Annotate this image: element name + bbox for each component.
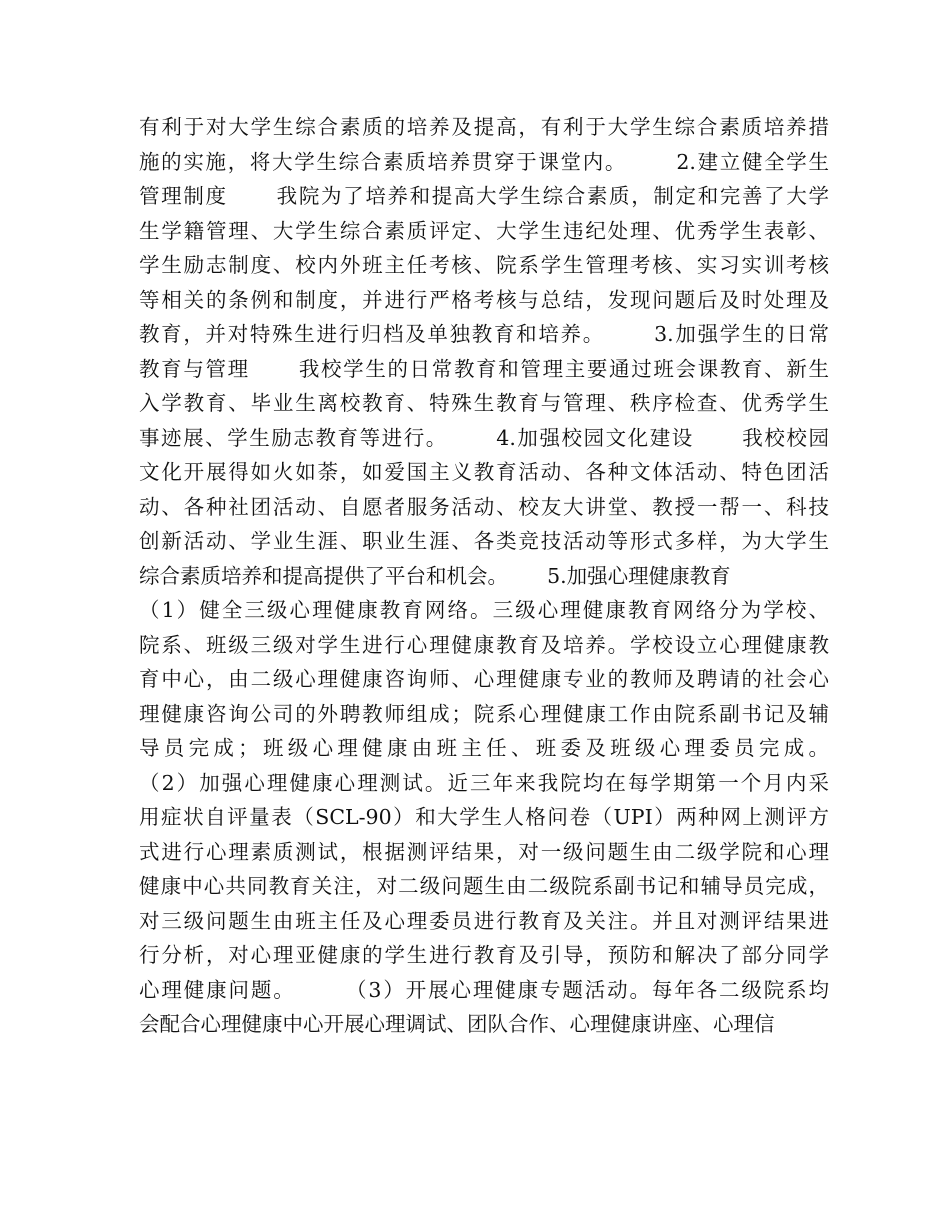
text-line: 行分析，对心理亚健康的学生进行教育及引导，预防和解决了部分同学 [139, 943, 829, 967]
text-line: 创新活动、学业生涯、职业生涯、各类竞技活动等形式多样，为大学生 [139, 529, 829, 553]
text-line: 健康中心共同教育关注，对二级问题生由二级院系副书记和辅导员完成， [139, 874, 829, 898]
text-line: 院系、班级三级对学生进行心理健康教育及培养。学校设立心理健康教 [139, 632, 829, 657]
text-line: 理健康咨询公司的外聘教师组成；院系心理健康工作由院系副书记及辅 [139, 701, 829, 726]
text-line: 对三级问题生由班主任及心理委员进行教育及关注。并且对测评结果进 [139, 908, 829, 933]
text-line: 等相关的条例和制度，并进行严格考核与总结，发现问题后及时处理及 [139, 287, 829, 312]
text-line: 导员完成；班级心理健康由班主任、班委及班级心理委员完成。 [139, 736, 829, 760]
text-line: 生学籍管理、大学生综合素质评定、大学生违纪处理、优秀学生表彰、 [139, 218, 829, 243]
text-line: （2）加强心理健康心理测试。近三年来我院均在每学期第一个月内采 [139, 770, 829, 795]
text-line: 教育与管理 我校学生的日常教育和管理主要通过班会课教育、新生 [139, 356, 829, 381]
text-line: 用症状自评量表（SCL-90）和大学生人格问卷（UPI）两种网上测评方 [139, 805, 829, 829]
text-line: 有利于对大学生综合素质的培养及提高，有利于大学生综合素质培养措 [139, 115, 829, 139]
text-line: 管理制度 我院为了培养和提高大学生综合素质，制定和完善了大学 [139, 184, 829, 208]
text-line: 动、各种社团活动、自愿者服务活动、校友大讲堂、教授一帮一、科技 [139, 494, 829, 519]
text-line: 会配合心理健康中心开展心理调试、团队合作、心理健康讲座、心理信 [139, 1012, 775, 1036]
text-line: 心理健康问题。 （3）开展心理健康专题活动。每年各二级院系均 [139, 977, 829, 1002]
text-line: 文化开展得如火如荼，如爱国主义教育活动、各种文体活动、特色团活 [139, 460, 829, 484]
text-line: 式进行心理素质测试，根据测评结果，对一级问题生由二级学院和心理 [139, 839, 829, 864]
text-line: 教育，并对特殊生进行归档及单独教育和培养。 3.加强学生的日常 [139, 322, 829, 346]
text-line: 入学教育、毕业生离校教育、特殊生教育与管理、秩序检查、优秀学生 [139, 391, 829, 415]
body-text [139, 110, 829, 1042]
text-line: 学生励志制度、校内外班主任考核、院系学生管理考核、实习实训考核 [139, 253, 829, 277]
text-line: 施的实施，将大学生综合素质培养贯穿于课堂内。 2.建立健全学生 [139, 149, 829, 174]
text-line: （1）健全三级心理健康教育网络。三级心理健康教育网络分为学校、 [139, 598, 829, 622]
text-line: 事迹展、学生励志教育等进行。 4.加强校园文化建设 我校校园 [139, 425, 829, 450]
text-line: 育中心，由二级心理健康咨询师、心理健康专业的教师及聘请的社会心 [139, 667, 829, 691]
text-line: 综合素质培养和提高提供了平台和机会。 5.加强心理健康教育 [139, 563, 731, 588]
